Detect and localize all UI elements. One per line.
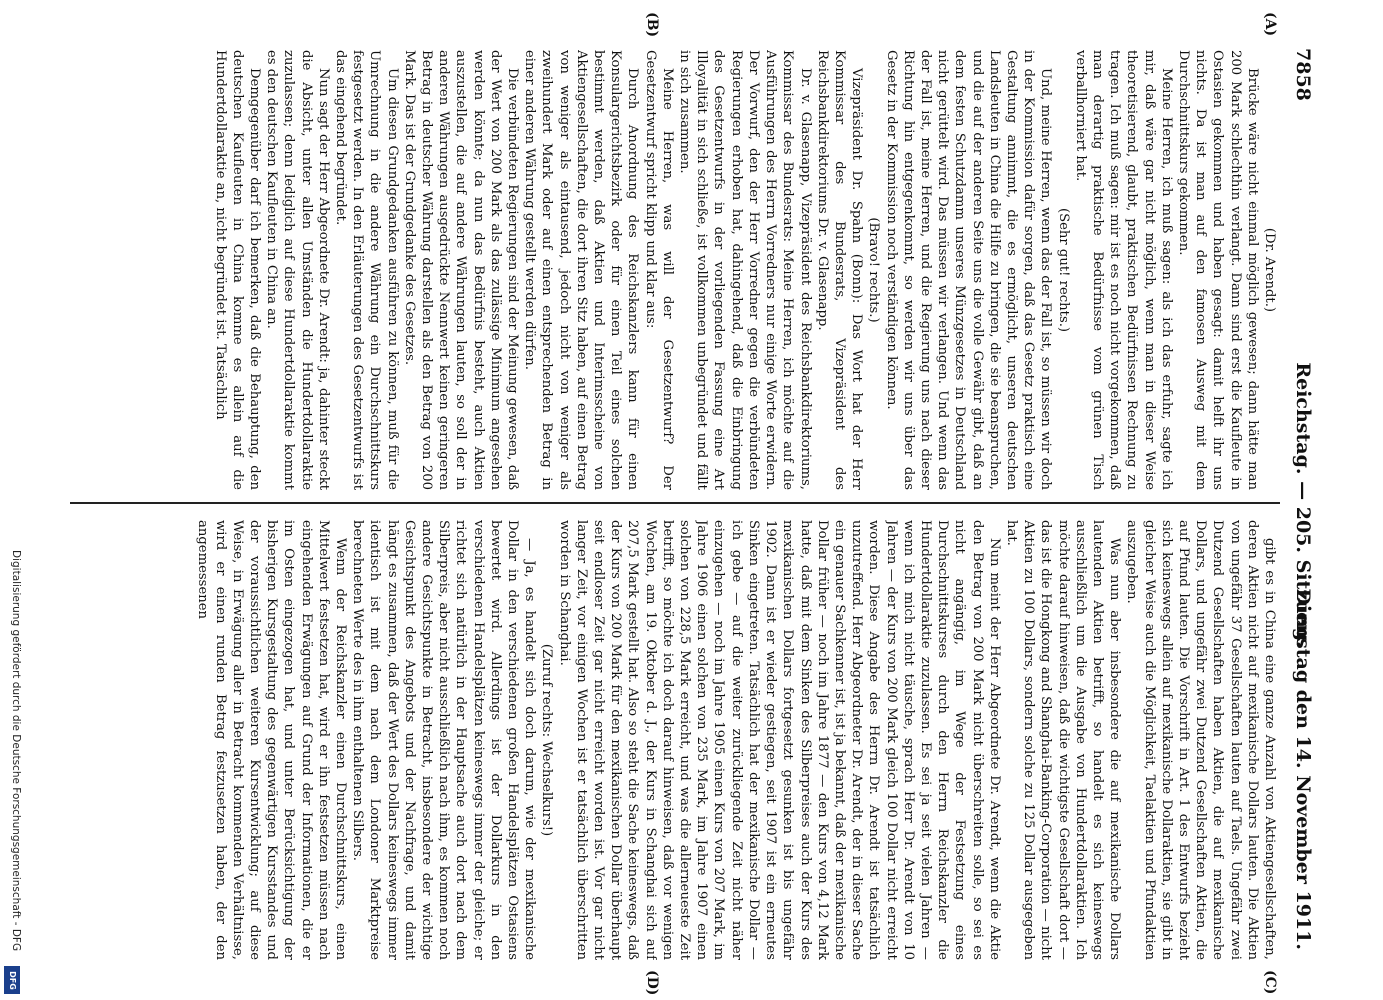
paragraph: Vizepräsident Dr. Spahn (Bonn): Das Wort hat der Herr Kommissar des Bundesrats, Vizepräsident des Reichsbankdirektoriums Dr. v. Glasenapp. [814,50,865,490]
paragraph: Die verbündeten Regierungen sind der Meinung gewesen, daß der Wert von 200 Mark als das zulässige Minimum angesehen werden könnte; da nun das Bedürfnis besteht, auch Aktien auszustellen, die auf andere Währungen lauten, so soll der in anderen Währungen ausgedrückte Nennwert keinen geringeren Betrag in deutscher Währung darstellen als den Betrag von 200 Mark. Das ist der Grundgedanke des Gesetzes. [401,50,521,490]
paragraph: Was nun aber insbesondere die auf mexikanische Dollars lautenden Aktien betrifft, so handelt es sich keineswegs ausschließlich um die Ausgabe von Hundertdollaraktien. Ich möchte darauf hinweisen, daß die wichtigste Gesellschaft dort — das ist die Hongkong and Shanghai-Banking-Corporation — nicht Aktien zu 100 Dollars, sondern solche zu 125 Dollar ausgegeben hat. [1003,520,1123,960]
margin-mark-b: (B) [644,12,660,38]
margin-mark-c: (C) [1262,970,1278,995]
paragraph: Dr. v. Glasenapp, Vizepräsident des Reichsbankdirektoriums, Kommissar des Bundesrats: Meine Herren, ich möchte auf die Ausführungen des Herrn Vorredners nur einige Worte erwidern. Der Vorwurf, den der Herr Vorredner gegen die verbündeten Regierungen erhoben hat, dahingehend, daß die Einbringung des Gesetzentwurfs in der vorliegenden Fassung eine Art Illoyalität in sich schließe, ist vollkommen unbegründet und fällt in sich zusammen. [677,50,813,490]
interjection: (Zuruf rechts: Wechselkurs!) [539,643,555,837]
paragraph: Nun sagt der Herr Abgeordnete Dr. Arendt: ja, dahinter steckt die Absicht, unter allen Umständen die Hundertdollaraktie zuzulassen; denn lediglich auf diese Hundertdollaraktie kommt es den deutschen Kaufleuten in China an. [264,50,331,490]
dfg-logo-text: DFG [7,970,17,990]
digitization-credit [6,550,26,990]
session-date: Dienstag den 14. November 1911. [1292,588,1314,950]
paragraph: (Dr. Arendt.) [1262,227,1277,313]
paragraph: Demgegenüber darf ich bemerken, daß die Behauptung, den deutschen Kaufleuten in China komme es allein auf die Hundertdollaraktie an, nicht begründet ist. Tatsächlich [212,50,263,490]
paragraph: gibt es in China eine ganze Anzahl von Aktiengesellschaften, deren Aktien nicht auf mexikanische Dollars lauten. Die Aktien von ungefähr 37 Gesellschaften lauten auf Taels. Ungefähr zwei Dutzend Gesellschaften haben Aktien, die auf mexikanische Dollars, und ungefähr zwei Dutzend Gesellschaften Aktien, die auf Pfund lauten. Die Vorschrift in Art. 1 des Entwurfs bezieht sich keineswegs allein auf mexikanische Dollaraktien, sie gibt in gleicher Weise auch die Möglichkeit, Taelaktien und Pfundaktien auszugeben. [1124,520,1277,960]
paragraph: Brücke wäre nicht einmal möglich gewesen; dann hätte man 200 Mark schlechthin verlangt. Dann sind erst die Kaufleute in Ostasien gekommen und haben gesagt: damit helft ihr uns nichts. Da ist man auf den famosen Ausweg mit dem Durchschnittskurs gekommen. [1175,50,1260,490]
paragraph: Wenn der Reichskanzler einen Durchschnittskurs, einen Mittelwert festsetzen hat, wird er ihn festsetzen müssen nach eingehenden Erwägungen auf Grund der Informationen, die er im Osten eingezogen hat, und unter Berücksichtigung der bisherigen Kursgestaltung des gegenwärtigen Kursstandes und der voraussichtlichen weiteren Kursentwicklung; auf diese Weise, in Erwägung aller in Betracht kommenden Verhältnisse, wird er einen runden Betrag festzusetzen haben, der den angemessenen [195,520,349,960]
credit-text: Digitalisierung gefördert durch die Deutsche Forschungsgemeinschaft - DFG [10,550,22,952]
page-title: Reichstag. — 205. Sitzung. [1292,362,1314,648]
paragraph: Um diesen Grundgedanken ausführen zu können, muß für die Umrechnung in die andere Währung ein Durchschnittskurs festgesetzt werden. In den Erläuterungen des Gesetzentwurfs ist das eingehend begründet. [333,50,400,490]
page-header [1286,40,1320,970]
paragraph: Und, meine Herren, wenn das der Fall ist, so müssen wir doch in der Kommission dafür sorgen, daß das Gesetz praktisch eine Gestaltung annimmt, die es ermöglicht, unseren deutschen Landsleuten in China die Hilfe zu bringen, die sie beanspruchen, und die auf der anderen Seite uns die volle Gewähr gibt, daß an dem festen Schutzdamm unseres Münzgesetzes in Deutschland nicht gerüttelt wird. Das müssen wir verlangen. Und wenn das der Fall ist, meine Herren, und die Regierung uns nach dieser Richtung hin entgegenkommt, so werden wir uns über das Gesetz in der Kommission noch verständigen können. [883,50,1054,490]
paragraph: Meine Herren, ich muß sagen: als ich das erfuhr, sagte ich mir, daß wäre gar nicht möglich, wenn man in dieser Weise theoretisierend, glaubt, praktischen Bedürfnissen Rechnung zu tragen. Ich muß sagen: mir ist es noch nicht vorgekommen, daß man derartig praktische Bedürfnisse vom grünen Tisch verballhorniert hat. [1072,50,1174,490]
rotated-page [60,12,1320,996]
right-text-column [68,520,1278,960]
margin-mark-a: (A) [1262,12,1278,37]
margin-mark-d: (D) [644,970,660,996]
column-divider [70,502,1280,504]
interjection: (Bravo! rechts.) [866,217,882,323]
left-text-column [68,50,1278,490]
paragraph: — Ja, es handelt sich doch darum, wie der mexikanische Dollar in den verschiedenen großen Handelsplätzen Ostasiens bewertet wird. Allerdings ist der Dollarkurs in den verschiedenen Handelsplätzen keineswegs immer der gleiche; er richtet sich natürlich in der Hauptsache auch dort nach dem Silberpreis, aber nicht ausschließlich nach ihm, es kommen noch andere Gesichtspunkte in Betracht, insbesondere der wichtige Gesichtspunkt des Angebots und der Nachfrage, und damit hängt es zusammen, daß der Wert des Dollars keineswegs immer identisch ist mit dem nach dem Londoner Marktpreise berechneten Werte des in ihm enthaltenen Silbers. [350,520,538,960]
dfg-logo [4,966,20,994]
paragraph: Meine Herren, was will der Gesetzentwurf? Der Gesetzentwurf spricht klipp und klar aus: [642,50,675,490]
paragraph: Nun meint der Herr Abgeordnete Dr. Arendt, wenn die Aktie den Betrag von 200 Mark nicht überschreiten solle, so sei es nicht angängig, im Wege der Festsetzung eines Durchschnittskurses durch den Herrn Reichskanzler die Hundertdollaraktie zuzulassen. Es sei ja seit vielen Jahren — wenn ich mich nicht täusche, sprach Herr Dr. Arendt von 10 Jahren — der Kurs von 200 Mark gleich 100 Dollar nicht erreicht worden. Diese Angabe des Herrn Dr. Arendt ist tatsächlich unzutreffend. Herr Abgeordneter Dr. Arendt, der in dieser Sache ein genauer Sachkenner ist, ist ja bekannt, daß der mexikanische Dollar früher — noch im Jahre 1877 — den Kurs von 4,12 Mark hatte, daß mit dem Sinken des Silberpreises auch der Kurs des mexikanischen Dollars fortgesetzt gesunken ist bis ungefähr 1902. Dann ist er wieder gestiegen, seit 1907 ist ein erneutes Sinken eingetreten. Tatsächlich hat der mexikanische Dollar — ich gebe — auf die weiter zurückliegende Zeit nicht näher einzugehen — noch im Jahre 1905 einen Kurs von 207 Mark, im Jahre 1906 einen solchen von 235 Mark, im Jahre 1907 einen solchen von 228,5 Mark erreicht, und was die allerneueste Zeit betrifft, so möchte ich doch darauf hinweisen, daß vor wenigen Wochen, am 19. Oktober d. J., der Kurs in Schanghai sich auf 207,5 Mark gestellt hat. Also so steht die Sache keineswegs, daß der Kurs von 200 Mark für den mexikanischen Dollar überhaupt seit endloser Zeit gar nicht erreicht worden ist. Vor gar nicht langer Zeit, vor einigen Wochen ist er tatsächlich überschritten worden in Schanghai. [556,520,1002,960]
page-number: 7858 [1292,48,1314,101]
interjection: (Sehr gut! rechts.) [1055,207,1071,333]
paragraph: Durch Anordnung des Reichskanzlers kann für einen Konsulargerichtsbezirk oder für einen Teil eines solchen bestimmt werden, daß Aktien und Interimsscheine von Aktiengesellschaften, die dort ihren Sitz haben, auf einen Betrag von weniger als eintausend, jedoch nicht von weniger als zweihundert Mark oder auf einen entsprechenden Betrag in einer anderen Währung gestellt werden dürfen. [522,50,641,490]
